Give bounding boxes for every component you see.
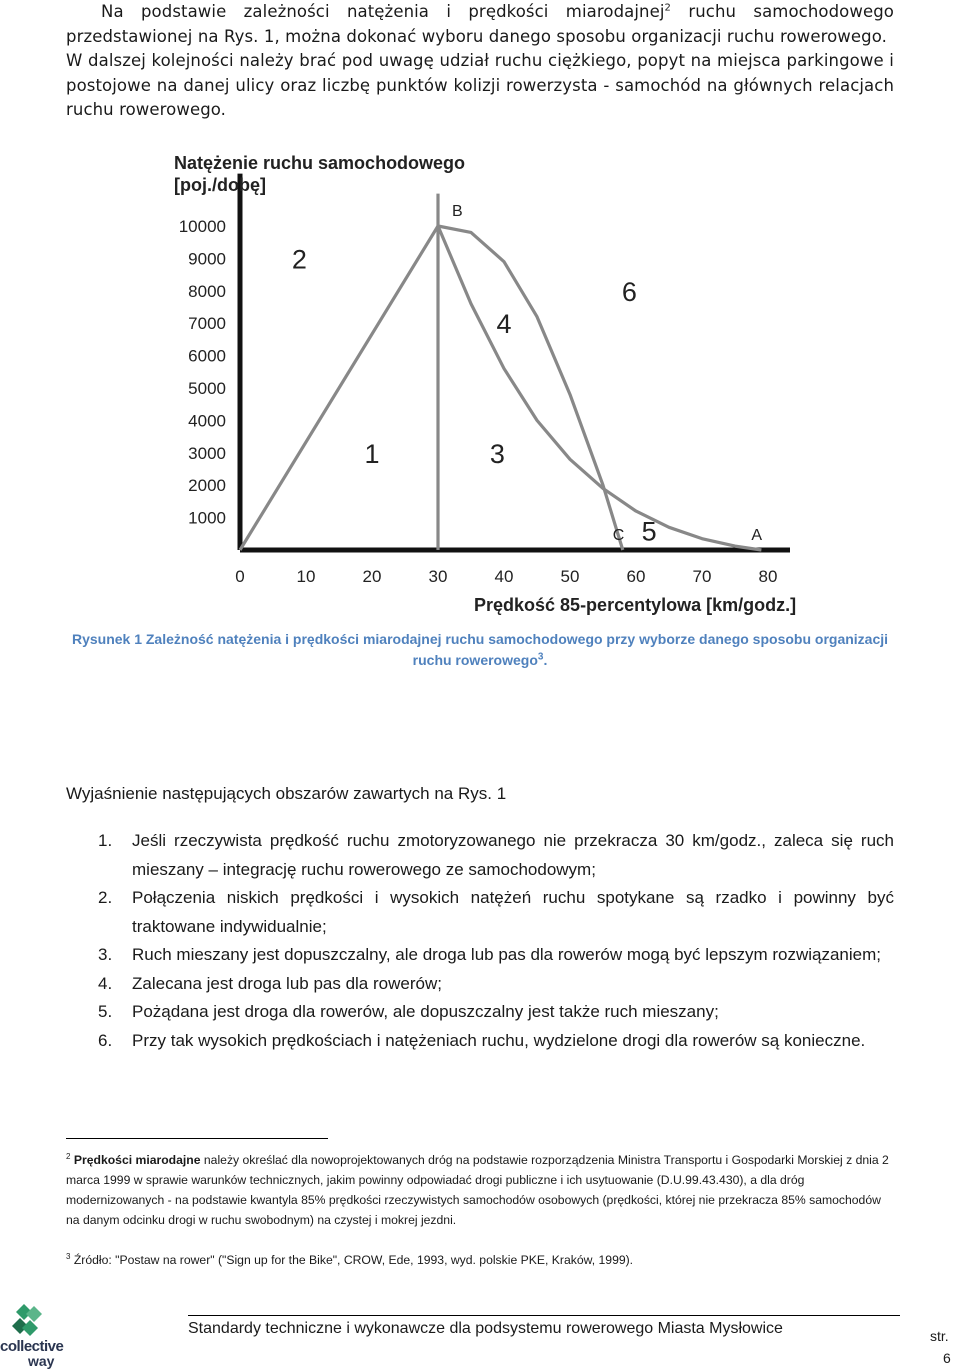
x-tick-label: 0 [235,567,245,586]
intro-text [66,0,894,123]
footnote-2: $^2$ Prędkości miarodajne należy określać dla nowoprojektowanych dróg na podstawie rozporządzenia Ministra Transportu i Gospodarki Morskiej z dnia 2 marca 1999 w sprawie warunków technicznych, jakim powinny odpowiadać drogi publiczne i ich usytuowanie (D.U.99.43.430), a dla dróg modernizowanych - na podstawie kwantyla 85% prędkości rzeczywistych samochodów osobowych (prędkości, której nie przekracza 85% samochodów na danym odcinku drogi w ruchu swobodnym) na czystej i mokrej jezdni. [66,1151,889,1227]
x-tick-label: 20 [362,567,382,586]
list-item: 5. Pożądana jest droga dla rowerów, ale dopuszczalny jest także ruch mieszany; [98,1002,719,1021]
region-label-5: 5 [641,516,657,547]
chart-xlabel: Prędkość 85-percentylowa [km/godz.] [474,595,797,615]
region-label-6: 6 [621,276,637,307]
y-tick-label: 1000 [188,508,226,528]
x-tick-label: 40 [494,567,514,586]
series-line-3 [240,226,438,550]
chart-axes [179,174,790,586]
region-label-4: 4 [496,309,512,340]
y-tick-label: 9000 [188,249,226,269]
page-number: 6 [943,1350,951,1366]
logo-wordmark: collective [0,1338,64,1355]
list-item: 1. Jeśli rzeczywista prędkość ruchu zmotoryzowanego nie przekracza 30 km/godz., zaleca się ruch mieszany – integrację ruchu rowerowego ze samochodowym; [98,831,894,879]
y-tick-label: 5000 [188,379,226,398]
footnote-3: $^3$ Źródło: "Postaw na rower" ("Sign up for the Bike", CROW, Ede, 1993, wyd. polskie PKE, Kraków, 1999). [66,1251,634,1267]
chart [150,148,810,618]
intro-paragraph-1: Na podstawie zależności natężenia i prędkości miarodajnej$^2$ ruchu samochodowego przedstawionej na Rys. 1, można dokonać wyboru danego sposobu organizacji ruchu rowerowego. [66,2,894,46]
footnote-ref-2[interactable]: 2 [664,2,672,14]
point-label-C: C [612,527,625,544]
y-tick-label: 4000 [188,411,226,431]
y-tick-label: 10000 [178,217,226,236]
region-label-3: 3 [489,438,505,469]
region-label-1: 1 [364,438,380,469]
intro-paragraph-2: W dalszej kolejności należy brać pod uwagę udział ruchu ciężkiego, popyt na miejsca parkingowe i postojowe na danej ulicy oraz liczbę punktów kolizji rowerzysta - samochód na głównych relacjach ruchu rowerowego. [66,51,894,119]
page-label: str. [930,1328,949,1344]
footnote-separator [66,1138,328,1139]
x-tick-label: 60 [626,567,646,586]
y-tick-label: 8000 [188,281,226,301]
chart-series [240,194,761,550]
point-label-A: A [751,527,763,544]
y-tick-label: 3000 [188,443,226,463]
figure-caption: Rysunek 1 Zależność natężenia i prędkości miarodajnej ruchu samochodowego przy wyborze danego sposobu organizacji ruchu rowerowego$^3$. [71,631,889,668]
point-label-B: B [452,203,463,220]
series-line-2 [438,226,623,550]
y-tick-label: 6000 [188,346,226,366]
list-item: 2. Połączenia niskich prędkości i wysokich natężeń ruchu spotykane są rzadko i powinny być traktowane indywidualnie; [98,888,894,936]
chart-title: Natężenie ruchu samochodowego [174,153,466,173]
y-tick-label: 2000 [188,476,226,496]
x-tick-label: 80 [758,567,778,586]
logo-wordmark-2: way [28,1353,55,1369]
chart-ylabel: [poj./dobę] [174,175,266,195]
x-tick-label: 50 [560,567,580,586]
y-tick-label: 7000 [188,314,226,334]
footnotes [66,1150,894,1290]
footer-separator [188,1315,900,1316]
list-item: 6. Przy tak wysokich prędkościach i natężeniach ruchu, wydzielone drogi dla rowerów są konieczne. [98,1030,866,1050]
list-item: 4. Zalecana jest droga lub pas dla rowerów; [98,973,442,993]
x-tick-label: 10 [296,567,316,586]
x-tick-label: 70 [692,567,712,586]
region-label-2: 2 [291,244,307,275]
series-line-1 [438,226,761,550]
footer-title: Standardy techniczne i wykonawcze dla podsystemu rowerowego Miasta Mysłowice [188,1320,783,1337]
explanation-list [66,827,894,1055]
x-tick-label: 30 [428,567,448,586]
explanation-heading: Wyjaśnienie następujących obszarów zawartych na Rys. 1 [66,784,507,803]
chart-labels [292,203,763,547]
list-item: 3. Ruch mieszany jest dopuszczalny, ale droga lub pas dla rowerów mogą być lepszym rozwiązaniem; [98,945,881,964]
